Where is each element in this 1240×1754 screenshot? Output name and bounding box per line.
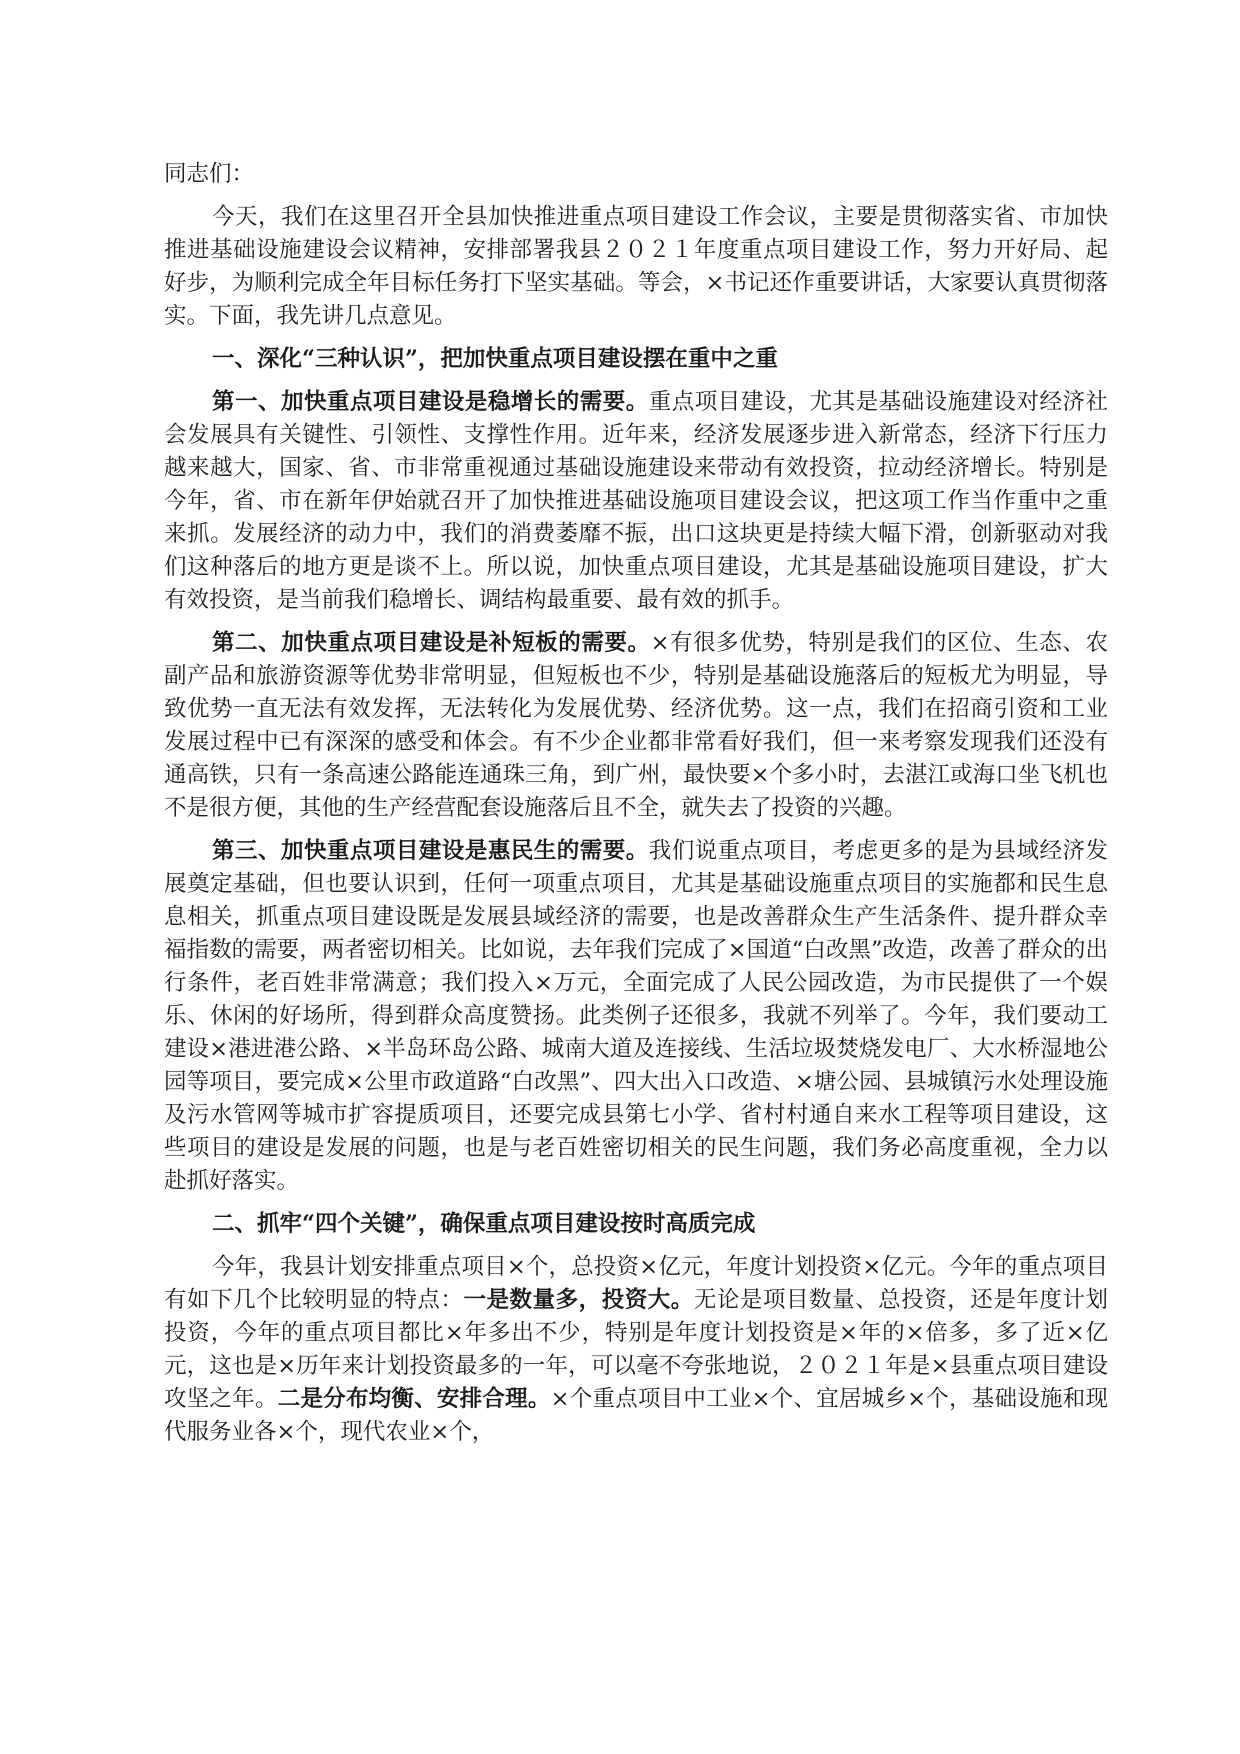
section-2-heading: 二、抓牢“四个关键”，确保重点项目建设按时高质完成 <box>212 1211 756 1237</box>
section-1-paragraph-1-body: 重点项目建设，尤其是基础设施建设对经济社会发展具有关键性、引领性、支撑性作用。近年来，经济发展逐步进入新常态，经济下行压力越来越大，国家、省、市非常重视通过基础设施建设来带动有效投资，拉动经济增长。特别是今年，省、市在新年伊始就召开了加快推进基础设施项目建设会议，把这项工作当作重中之重来抓。发展经济的动力中，我们的消费萎靡不振，出口这块更是持续大幅下滑，创新驱动对我们这种落后的地方更是谈不上。所以说，加快重点项目建设，尤其是基础设施项目建设，扩大有效投资，是当前我们稳增长、调结构最重要、最有效的抓手。 <box>164 389 1108 613</box>
section-2-paragraph-1 <box>164 1251 1108 1449</box>
section-1-paragraph-3 <box>164 835 1108 1198</box>
section-1-heading: 一、深化“三种认识”，把加快重点项目建设摆在重中之重 <box>212 346 778 372</box>
section-1-paragraph-3-body: 我们说重点项目，考虑更多的是为县域经济发展奠定基础，但也要认识到，任何一项重点项目，尤其是基础设施重点项目的实施都和民生息息相关，抓重点项目建设既是发展县域经济的需要，也是改善群众生产生活条件、提升群众幸福指数的需要，两者密切相关。比如说，去年我们完成了×国道“白改黑”改造，改善了群众的出行条件，老百姓非常满意；我们投入×万元，全面完成了人民公园改造，为市民提供了一个娱乐、休闲的好场所，得到群众高度赞扬。此类例子还很多，我就不列举了。今年，我们要动工建设×港进港公路、×半岛环岛公路、城南大道及连接线、生活垃圾焚烧发电厂、大水桥湿地公园等项目，要完成×公里市政道路“白改黑”、四大出入口改造、×塘公园、县城镇污水处理设施及污水管网等城市扩容提质项目，还要完成县第七小学、省村村通自来水工程等项目建设，这些项目的建设是发展的问题，也是与老百姓密切相关的民生问题，我们务必高度重视，全力以赴抓好落实。 <box>164 838 1108 1194</box>
section-2-paragraph-1-bold-1: 一是数量多，投资大。 <box>463 1287 694 1313</box>
section-1-paragraph-2-body: ×有很多优势，特别是我们的区位、生态、农副产品和旅游资源等优势非常明显，但短板也不少，特别是基础设施落后的短板尤为明显，导致优势一直无法有效发挥，无法转化为发展优势、经济优势。这一点，我们在招商引资和工业发展过程中已有深深的感受和体会。有不少企业都非常看好我们，但一来考察发现我们还没有通高铁，只有一条高速公路能连通珠三角，到广州，最快要×个多小时，去湛江或海口坐飞机也不是很方便，其他的生产经营配套设施落后且不全，就失去了投资的兴趣。 <box>164 630 1108 821</box>
section-2-paragraph-1-text-a: 今年，我县计划安排重点项目×个，总投资×亿元，年度计划投资×亿元。今年的重点项目有如下几个比较明显的特点： <box>164 1254 1108 1313</box>
section-2-paragraph-1-bold-2: 二是分布均衡、安排合理。 <box>277 1386 551 1412</box>
section-1-paragraph-2 <box>164 627 1108 825</box>
intro-paragraph: 今天，我们在这里召开全县加快推进重点项目建设工作会议，主要是贯彻落实省、市加快推进基础设施建设会议精神，安排部署我县２０２１年度重点项目建设工作，努力开好局、起好步，为顺利完成全年目标任务打下坚实基础。等会，×书记还作重要讲话，大家要认真贯彻落实。下面，我先讲几点意见。 <box>164 204 1108 329</box>
section-2-paragraph-1-text-c: 无论是项目数量、总投资，还是年度计划投资，今年的重点项目都比×年多出不少，特别是年度计划投资是×年的×倍多，多了近×亿元，这也是×历年来计划投资最多的一年，可以毫不夸张地说，２０２１年是×县重点项目建设攻坚之年。 <box>164 1287 1108 1412</box>
document-page <box>164 158 1108 1459</box>
section-1-paragraph-3-lead: 第三、加快重点项目建设是惠民生的需要。 <box>212 838 649 864</box>
salutation: 同志们： <box>164 161 255 187</box>
section-1-paragraph-1 <box>164 386 1108 617</box>
section-1-paragraph-2-lead: 第二、加快重点项目建设是补短板的需要。 <box>212 630 651 656</box>
section-2-paragraph-1-text-d: ×个重点项目中工业×个、宜居城乡×个，基础设施和现代服务业各×个，现代农业×个， <box>164 1386 1108 1445</box>
section-1-paragraph-1-lead: 第一、加快重点项目建设是稳增长的需要。 <box>212 389 649 415</box>
